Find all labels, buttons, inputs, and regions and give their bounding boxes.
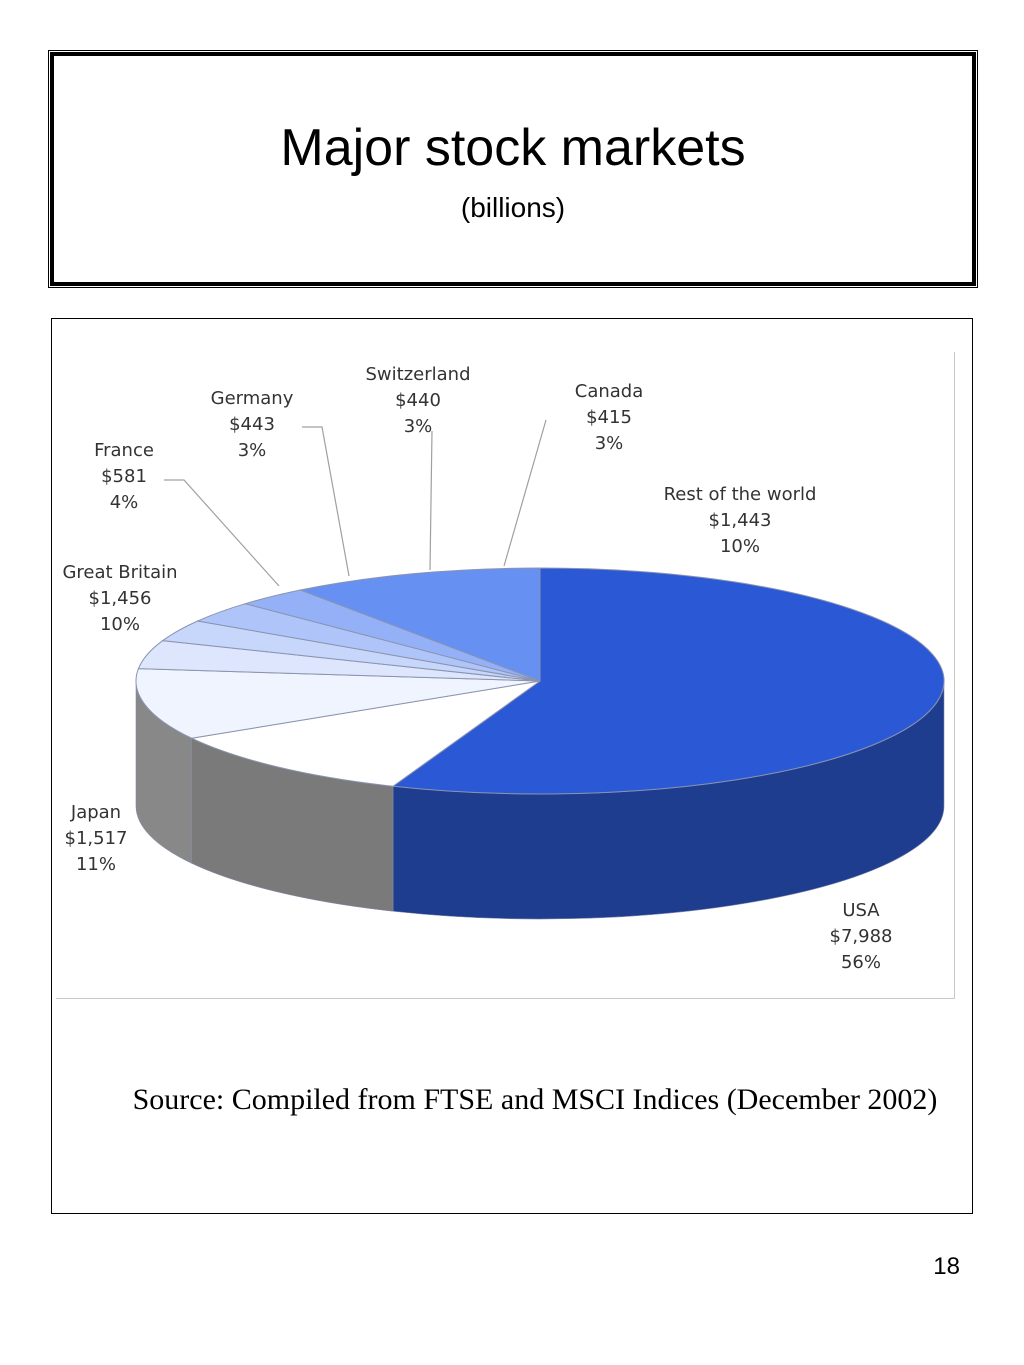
label-name: Germany: [210, 388, 294, 409]
slice-label-japan: [65, 802, 128, 875]
label-name: France: [94, 440, 154, 461]
label-name: Canada: [574, 381, 644, 402]
label-percent: 3%: [594, 433, 624, 454]
leader-line-canada: [504, 420, 546, 566]
label-percent: 11%: [75, 854, 117, 875]
label-name: Switzerland: [365, 364, 471, 385]
label-value: $1,456: [88, 588, 152, 609]
slice-label-germany: [211, 388, 294, 461]
title-box: [50, 52, 976, 286]
label-percent: 56%: [840, 952, 882, 973]
label-name: Great Britain: [62, 562, 178, 583]
page-number: 18: [933, 1253, 960, 1280]
leader-line-germany: [302, 427, 349, 576]
slice-label-usa: [830, 900, 893, 973]
slice-label-great-britain: [62, 562, 177, 635]
chart-frame: [56, 352, 955, 999]
label-percent: 10%: [719, 536, 761, 557]
pie-chart: [56, 352, 954, 998]
slice-label-switzerland: [366, 364, 471, 437]
label-name: Rest of the world: [663, 484, 817, 505]
label-value: $440: [395, 390, 441, 411]
label-value: $581: [101, 466, 147, 487]
label-percent: 3%: [237, 440, 267, 461]
label-value: $1,517: [64, 828, 128, 849]
leader-line-france: [164, 480, 279, 586]
slide-title: Major stock markets: [280, 119, 746, 177]
label-value: $415: [586, 407, 632, 428]
label-percent: 3%: [403, 416, 433, 437]
label-value: $443: [229, 414, 275, 435]
slice-label-canada: [575, 381, 644, 454]
leader-line-switzerland: [430, 431, 432, 570]
pie-top: [136, 568, 944, 794]
slice-label-rest-of-the-world: [664, 484, 817, 557]
label-percent: 10%: [99, 614, 141, 635]
label-value: $1,443: [708, 510, 772, 531]
label-name: USA: [842, 900, 880, 921]
label-name: Japan: [70, 802, 122, 823]
label-value: $7,988: [829, 926, 893, 947]
label-percent: 4%: [109, 492, 139, 513]
slide-subtitle: (billions): [460, 192, 566, 223]
source-note: Source: Compiled from FTSE and MSCI Indices (December 2002): [132, 1083, 938, 1116]
slice-label-france: [94, 440, 154, 513]
